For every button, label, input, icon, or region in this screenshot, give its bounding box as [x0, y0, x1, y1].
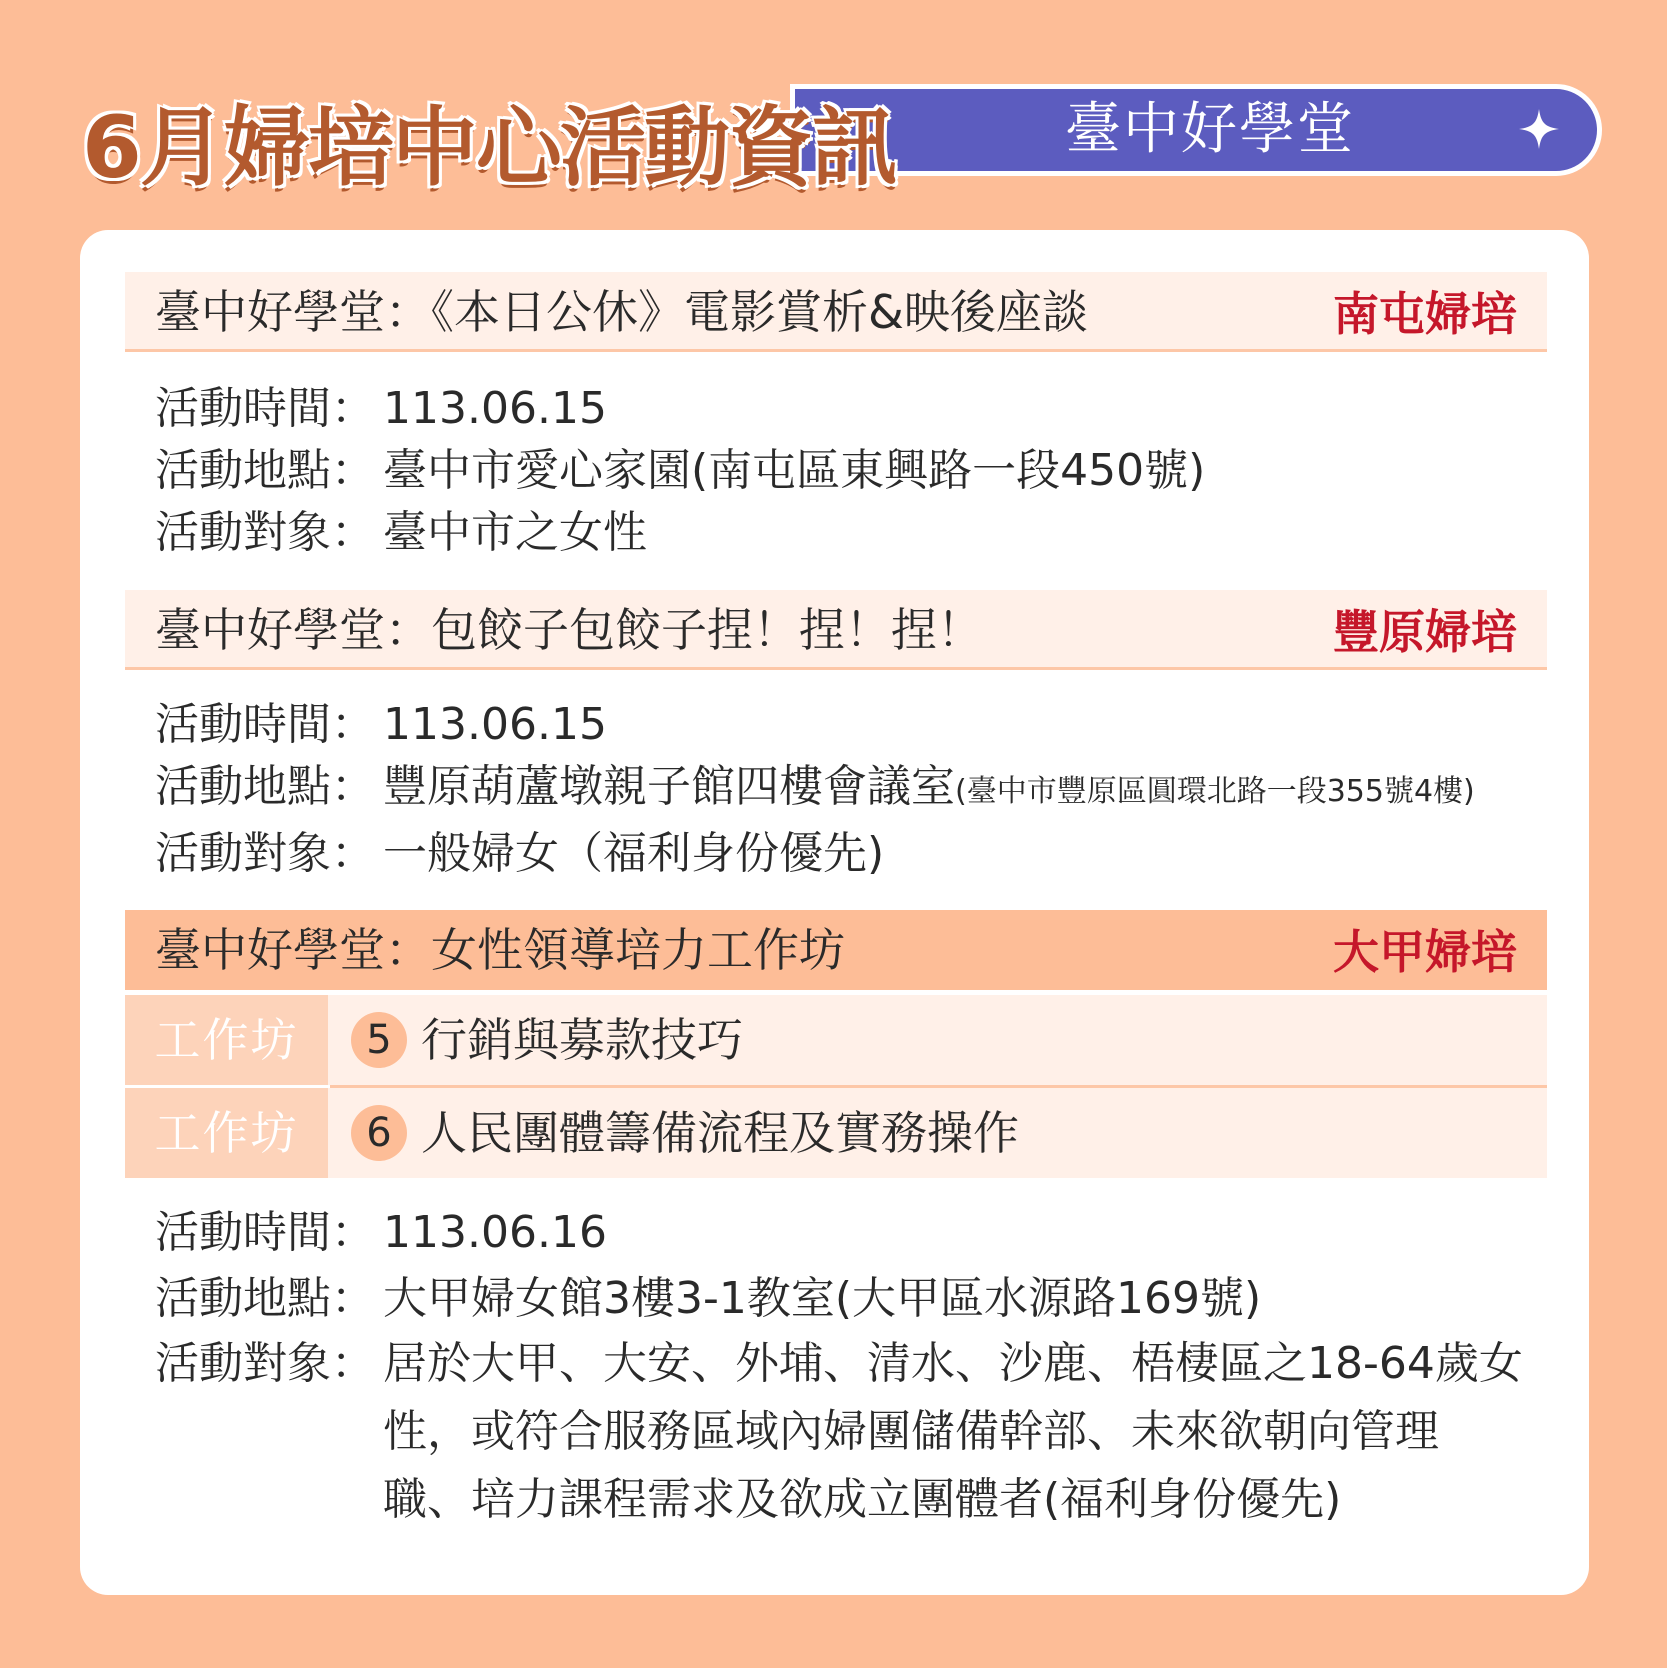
info-target: 活動對象： 臺中市之女性	[155, 507, 647, 558]
header-banner	[790, 84, 1602, 176]
workshop-title: 行銷與募款技巧	[421, 1013, 743, 1067]
section-header-fengyuan	[125, 590, 1547, 670]
workshop-number: 6	[351, 1105, 407, 1161]
content-card	[80, 230, 1589, 1595]
workshop-number: 5	[351, 1012, 407, 1068]
banner-text: 臺中好學堂	[1065, 97, 1355, 162]
workshop-label: 工作坊	[125, 1088, 328, 1178]
section-title: 臺中好學堂：包餃子包餃子捏！捏！捏！	[155, 603, 983, 657]
info-time: 活動時間： 113.06.15	[155, 383, 607, 434]
info-place: 活動地點： 豐原葫蘆墩親子館四樓會議室(臺中市豐原區圓環北路一段355號4樓)	[155, 761, 1475, 812]
info-place: 活動地點： 臺中市愛心家園(南屯區東興路一段450號)	[155, 445, 1206, 496]
page-title: 6月婦培中心活動資訊	[82, 98, 896, 198]
section-title: 臺中好學堂：女性領導培力工作坊	[155, 923, 845, 977]
target-label: 活動對象：	[155, 1338, 375, 1389]
section-header-nantun	[125, 272, 1547, 352]
workshop-row	[125, 995, 1547, 1085]
info-time: 活動時間： 113.06.15	[155, 699, 607, 750]
section-info-dajia	[155, 1200, 1261, 1332]
info-target: 活動對象： 一般婦女（福利身份優先)	[155, 828, 885, 879]
section-info-nantun	[155, 378, 1205, 564]
workshop-row	[125, 1088, 1547, 1178]
target-text: 居於大甲、大安、外埔、清水、沙鹿、梧棲區之18-64歲女性，或符合服務區域內婦團儲備幹部、未來欲朝向管理職、培力課程需求及欲成立團體者(福利身份優先)	[383, 1338, 1523, 1525]
place-note: (臺中市豐原區圓環北路一段355號4樓)	[955, 774, 1475, 809]
sparkle-icon	[1519, 109, 1559, 149]
info-target-dajia	[155, 1330, 1523, 1534]
workshop-label: 工作坊	[125, 995, 328, 1085]
section-title: 臺中好學堂：《本日公休》電影賞析&映後座談	[155, 285, 1088, 339]
section-info-fengyuan	[155, 694, 1475, 885]
section-tag: 豐原婦培	[1333, 605, 1517, 659]
section-tag: 大甲婦培	[1333, 925, 1517, 979]
info-place: 活動地點： 大甲婦女館3樓3-1教室(大甲區水源路169號)	[155, 1273, 1262, 1324]
section-tag: 南屯婦培	[1333, 287, 1517, 341]
workshop-title: 人民團體籌備流程及實務操作	[421, 1106, 1019, 1160]
info-time: 活動時間： 113.06.16	[155, 1207, 607, 1258]
section-header-dajia	[125, 910, 1547, 990]
